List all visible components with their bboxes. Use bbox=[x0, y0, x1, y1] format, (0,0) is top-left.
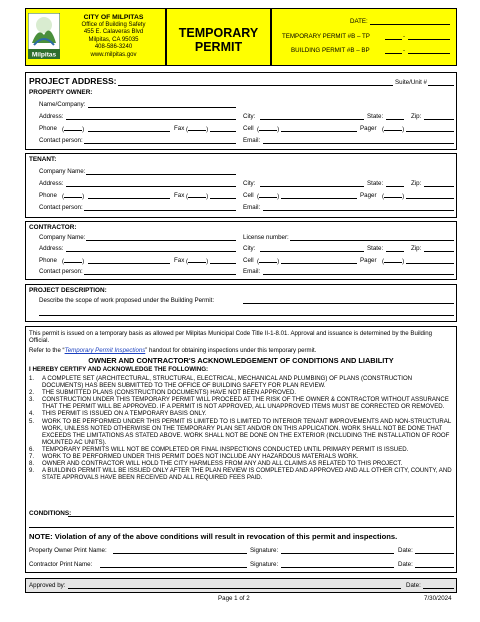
tenant-state-field[interactable] bbox=[386, 186, 404, 187]
contractor-print-name-field[interactable] bbox=[100, 567, 247, 568]
suite-label: Suite/Unit # bbox=[395, 79, 427, 86]
owner-date-field[interactable] bbox=[415, 553, 454, 554]
condition-item: 5. WORK TO BE PERFORMED UNDER THIS PERMIT IS LIMITED TO IS LIMITED TO INTERIOR TENANT IMPROVEMENTS AND NON-STRUCTURAL WORK, UNLESS NOTED OTHERWISE ON THE TEMPORARY PLAN SET AND/OR ON THIS APPLICATION. WORK SHALL NOT BE DONE THAT EXCEEDS THE LIMITATIONS AS STATED ABOVE. WORK SHALL NOT BE DONE ON THE EXTERIOR (INCLUDING THE INSTALLATION OF ROOF MOUNTED AC UNITS). bbox=[29, 417, 452, 446]
owner-cell-field[interactable] bbox=[281, 131, 357, 132]
condition-item: 7. WORK TO BE PERFORMED UNDER THIS PERMIT DOES NOT INCLUDE ANY HAZARDOUS MATERIALS WORK. bbox=[29, 453, 359, 461]
title-box bbox=[166, 8, 271, 66]
contractor-date-field[interactable] bbox=[415, 567, 454, 568]
description-section: PROJECT DESCRIPTION: Describe the scope of work proposed under the Building Permit: bbox=[25, 284, 457, 322]
terms-refer: Refer to the “Temporary Permit Inspections” handout for obtaining inspections under this temporary permit. bbox=[29, 347, 317, 354]
bldg-permit-label: BUILDING PERMIT #B – BP bbox=[291, 47, 370, 54]
title-line2: PERMIT bbox=[194, 40, 243, 54]
dept-name: Office of Building Safety bbox=[81, 21, 146, 28]
contractor-contact-field[interactable] bbox=[84, 274, 236, 275]
tenant-heading: TENANT: bbox=[29, 156, 57, 163]
tenant-phone-field[interactable] bbox=[88, 198, 170, 199]
contractor-address-field[interactable] bbox=[66, 251, 236, 252]
tenant-pager-field[interactable] bbox=[406, 198, 454, 199]
contractor-fax-field[interactable] bbox=[210, 263, 236, 264]
approved-by-field[interactable] bbox=[68, 588, 401, 589]
tenant-email-field[interactable] bbox=[263, 210, 454, 211]
org-address: 455 E. Calaveras Blvd bbox=[83, 29, 144, 36]
description-field-1[interactable] bbox=[243, 303, 454, 304]
condition-item: 6. TEMPORARY PERMITS WILL NOT BE COMPLETED OR FINAL INSPECTIONS CONDUCTED UNTIL PRIMARY PERMIT IS ISSUED. bbox=[29, 445, 409, 453]
contractor-city-field[interactable] bbox=[260, 251, 364, 252]
project-address-label: PROJECT ADDRESS: bbox=[29, 76, 117, 86]
title-line1: TEMPORARY bbox=[178, 26, 259, 40]
owner-print-name-field[interactable] bbox=[113, 553, 247, 554]
owner-state-field[interactable] bbox=[386, 119, 404, 120]
owner-heading: PROPERTY OWNER: bbox=[29, 89, 93, 96]
temp-permit-label: TEMPORARY PERMIT #B – TP bbox=[282, 33, 370, 40]
project-address-field[interactable] bbox=[118, 85, 393, 86]
condition-item: 3. CONSTRUCTION UNDER THIS TEMPORARY PERMIT WILL PROCEED AT THE RISK OF THE OWNER & CONTRACTOR WITHOUT ASSURANCE THAT THE PERMIT WILL BE APPROVED. IF A PERMIT IS NOT APPROVED, ALL UNAPPROVED ITEMS MUST BE CORRECTED OR REMOVED. bbox=[29, 396, 449, 411]
condition-item: 4. THIS PERMIT IS ISSUED ON A TEMPORARY BASIS ONLY. bbox=[29, 410, 207, 418]
owner-email-field[interactable] bbox=[263, 143, 454, 144]
condition-item: 8. OWNER AND CONTRACTOR WILL HOLD THE CITY HARMLESS FROM ANY AND ALL CLAIMS AS RELATED TO THIS PROJECT. bbox=[29, 460, 403, 468]
revision-date: 7/30/2024 bbox=[424, 595, 452, 602]
conditions-field-1[interactable] bbox=[68, 516, 454, 517]
owner-city-field[interactable] bbox=[260, 119, 364, 120]
temp-permit-field-1[interactable] bbox=[385, 39, 402, 40]
contractor-cell-field[interactable] bbox=[281, 263, 357, 264]
org-city: Milpitas, CA 95035 bbox=[88, 36, 139, 43]
city-logo bbox=[28, 13, 60, 59]
tenant-name-field[interactable] bbox=[86, 174, 236, 175]
contractor-license-field[interactable] bbox=[290, 240, 454, 241]
tenant-fax-field[interactable] bbox=[210, 198, 236, 199]
tenant-city-field[interactable] bbox=[260, 186, 364, 187]
description-heading: PROJECT DESCRIPTION: bbox=[29, 287, 107, 294]
tenant-zip-field[interactable] bbox=[424, 186, 454, 187]
condition-item: 9. A BUILDING PERMIT WILL BE ISSUED ONLY AFTER THE PLAN REVIEW IS COMPLETED AND APPROVED AND ALL OTHER CITY, COUNTY, AND STATE APPROVALS HAVE BEEN RECEIVED AND ALL REQUIRED FEES PAID. bbox=[29, 467, 452, 482]
suite-field[interactable] bbox=[428, 85, 454, 86]
owner-zip-field[interactable] bbox=[424, 119, 454, 120]
temporary-permit-inspections-link[interactable]: Temporary Permit Inspections bbox=[64, 347, 146, 354]
certify-heading: I HEREBY CERTIFY AND ACKNOWLEDGE THE FOLLOWING: bbox=[29, 366, 209, 373]
contractor-heading: CONTRACTOR: bbox=[29, 224, 77, 231]
tenant-contact-field[interactable] bbox=[84, 210, 236, 211]
contractor-zip-field[interactable] bbox=[424, 251, 454, 252]
org-name: CITY OF MILPITAS bbox=[83, 14, 144, 21]
contractor-pager-field[interactable] bbox=[406, 263, 454, 264]
contractor-name-field[interactable] bbox=[86, 240, 236, 241]
tenant-address-field[interactable] bbox=[66, 186, 236, 187]
conditions-list bbox=[29, 375, 453, 481]
description-field-2[interactable] bbox=[39, 315, 454, 316]
conditions-field-2[interactable] bbox=[29, 527, 454, 528]
owner-contact-field[interactable] bbox=[84, 143, 236, 144]
approval-section: Approved by: Date: bbox=[25, 578, 457, 593]
terms-intro: This permit is issued on a temporary basis as allowed per Milpitas Municipal Code Title II-1-8.01. Approval and issuance is determined by the Building Official. bbox=[29, 330, 433, 345]
temp-permit-field-2[interactable] bbox=[408, 39, 450, 40]
bldg-permit-field-1[interactable] bbox=[385, 53, 402, 54]
approval-date-field[interactable] bbox=[423, 588, 454, 589]
tenant-section: TENANT: Company Name: Address: City: State: Zip: Phone ( ) Fax ( ) Cell ( ) Pager ( ) Contact person: Email: bbox=[25, 153, 457, 218]
owner-signature-field[interactable] bbox=[281, 553, 394, 554]
org-phone: 408-586-3240 bbox=[94, 44, 133, 51]
contractor-phone-field[interactable] bbox=[88, 263, 170, 264]
conditions-label: CONDITIONS: bbox=[29, 510, 72, 517]
owner-fax-field[interactable] bbox=[210, 131, 236, 132]
owner-name-field[interactable] bbox=[88, 107, 236, 108]
owner-address-field[interactable] bbox=[66, 119, 236, 120]
condition-item: 2. THE SUBMITTED PLANS (CONSTRUCTION DOCUMENTS) HAVE NOT BEEN APPROVED. bbox=[29, 389, 297, 397]
owner-section: PROJECT ADDRESS: Suite/Unit # PROPERTY OWNER: Name/Company: Address: City: State: Zip: Phone ( ) Fax ( ) Cell ( ) Pager ( ) Contact person: Email: bbox=[25, 72, 457, 150]
contractor-section: CONTRACTOR: Company Name: License number: Address: City: State: Zip: Phone ( ) Fax ( ) Cell ( ) Pager ( ) Contact person: Email: bbox=[25, 221, 457, 280]
date-field[interactable] bbox=[370, 24, 450, 25]
contractor-state-field[interactable] bbox=[386, 251, 404, 252]
org-website: www.milpitas.gov bbox=[90, 51, 137, 58]
ack-title: OWNER AND CONTRACTOR'S ACKNOWLEDGEMENT OF CONDITIONS AND LIABILITY bbox=[88, 356, 394, 365]
condition-item: 1. A COMPLETE SET (ARCHITECTURAL, STRUCTURAL, ELECTRICAL, MECHANICAL AND PLUMBING) OF PLANS (CONSTRUCTION DOCUMENTS) HAS BEEN SUBMITTED TO THE OFFICE OF BUILDING SAFETY FOR PLAN REVIEW. bbox=[29, 375, 413, 390]
bldg-permit-field-2[interactable] bbox=[408, 53, 450, 54]
page-number: Page 1 of 2 bbox=[218, 595, 250, 602]
owner-phone-field[interactable] bbox=[88, 131, 170, 132]
svg-text:Milpitas: Milpitas bbox=[31, 51, 57, 59]
violation-note: NOTE: Violation of any of the above conditions will result in revocation of this permit and inspections. bbox=[29, 532, 398, 541]
approved-by-label: Approved by: bbox=[29, 582, 66, 589]
terms-section: This permit is issued on a temporary basis as allowed per Milpitas Municipal Code Title II-1-8.01. Approval and issuance is determined by the Building Official. Refer to the “Temporary Permit Inspections” handout for obtaining inspections under this temporary permit. OWNER AND CONTRACTOR'S ACKNOWLEDGEMENT OF CONDITIONS AND LIABILITY I HEREBY CERTIFY AND ACKNOWLEDGE THE FOLLOWING: 1. A COMPLETE SET (ARCHITECTURAL, STRUCTURAL, ELECTRICAL, MECHANICAL AND PLUMBING) OF PLANS (CONSTRUCTION DOCUMENTS) HAS BEEN SUBMITTED TO THE OFFICE OF BUILDING SAFETY FOR PLAN REVIEW. 2. THE SUBMITTED PLANS (CONSTRUCTION DOCUMENTS) HAVE NOT BEEN APPROVED. 3. CONSTRUCTION UNDER THIS TEMPORARY PERMIT WILL PROCEED AT THE RISK OF THE OWNER & CONTRACTOR WITHOUT ASSURANCE THAT THE PERMIT WILL BE APPROVED. IF A PERMIT IS NOT APPROVED, ALL UNAPPROVED ITEMS MUST BE CORRECTED OR REMOVED. 4. THIS PERMIT IS ISSUED ON A TEMPORARY BASIS ONLY. 5. WORK TO BE PERFORMED UNDER THIS PERMIT IS LIMITED TO IS LIMITED TO INTERIOR TENANT IMPROVEMENTS AND NON-STRUCTURAL WORK, UNLESS NOTED OTHERWISE ON THE TEMPORARY PLAN SET AND/OR ON THIS APPLICATION. WORK SHALL NOT BE DONE THAT EXCEEDS THE LIMITATIONS AS STATED ABOVE. WORK SHALL NOT BE DONE ON THE EXTERIOR (INCLUDING THE INSTALLATION OF ROOF MOUNTED AC UNITS). 6. TEMPORARY PERMITS WILL NOT BE COMPLETED OR FINAL INSPECTIONS CONDUCTED UNTIL PRIMARY PERMIT IS ISSUED. 7. WORK TO BE PERFORMED UNDER THIS PERMIT DOES NOT INCLUDE ANY HAZARDOUS MATERIALS WORK. 8. OWNER AND CONTRACTOR WILL HOLD THE CITY HARMLESS FROM ANY AND ALL CLAIMS AS RELATED TO THIS PROJECT. 9. A BUILDING PERMIT WILL BE ISSUED ONLY AFTER THE PLAN REVIEW IS COMPLETED AND APPROVED AND ALL OTHER CITY, COUNTY, AND STATE APPROVALS HAVE BEEN RECEIVED AND ALL REQUIRED FEES PAID. CONDITIONS: NOTE: Violation of any of the above conditions will result in revocation of this permit and inspections. Property Owner Print Name: Signature: Date: Contractor Print Name: Signature: Date: bbox=[25, 326, 457, 573]
owner-pager-field[interactable] bbox=[406, 131, 454, 132]
contractor-email-field[interactable] bbox=[263, 274, 454, 275]
contractor-signature-field[interactable] bbox=[281, 567, 394, 568]
permit-number-box: DATE: TEMPORARY PERMIT #B – TP - BUILDING PERMIT #B – BP - bbox=[271, 8, 457, 66]
tenant-cell-field[interactable] bbox=[281, 198, 357, 199]
date-label: DATE: bbox=[350, 18, 368, 25]
org-info-box bbox=[25, 8, 166, 66]
